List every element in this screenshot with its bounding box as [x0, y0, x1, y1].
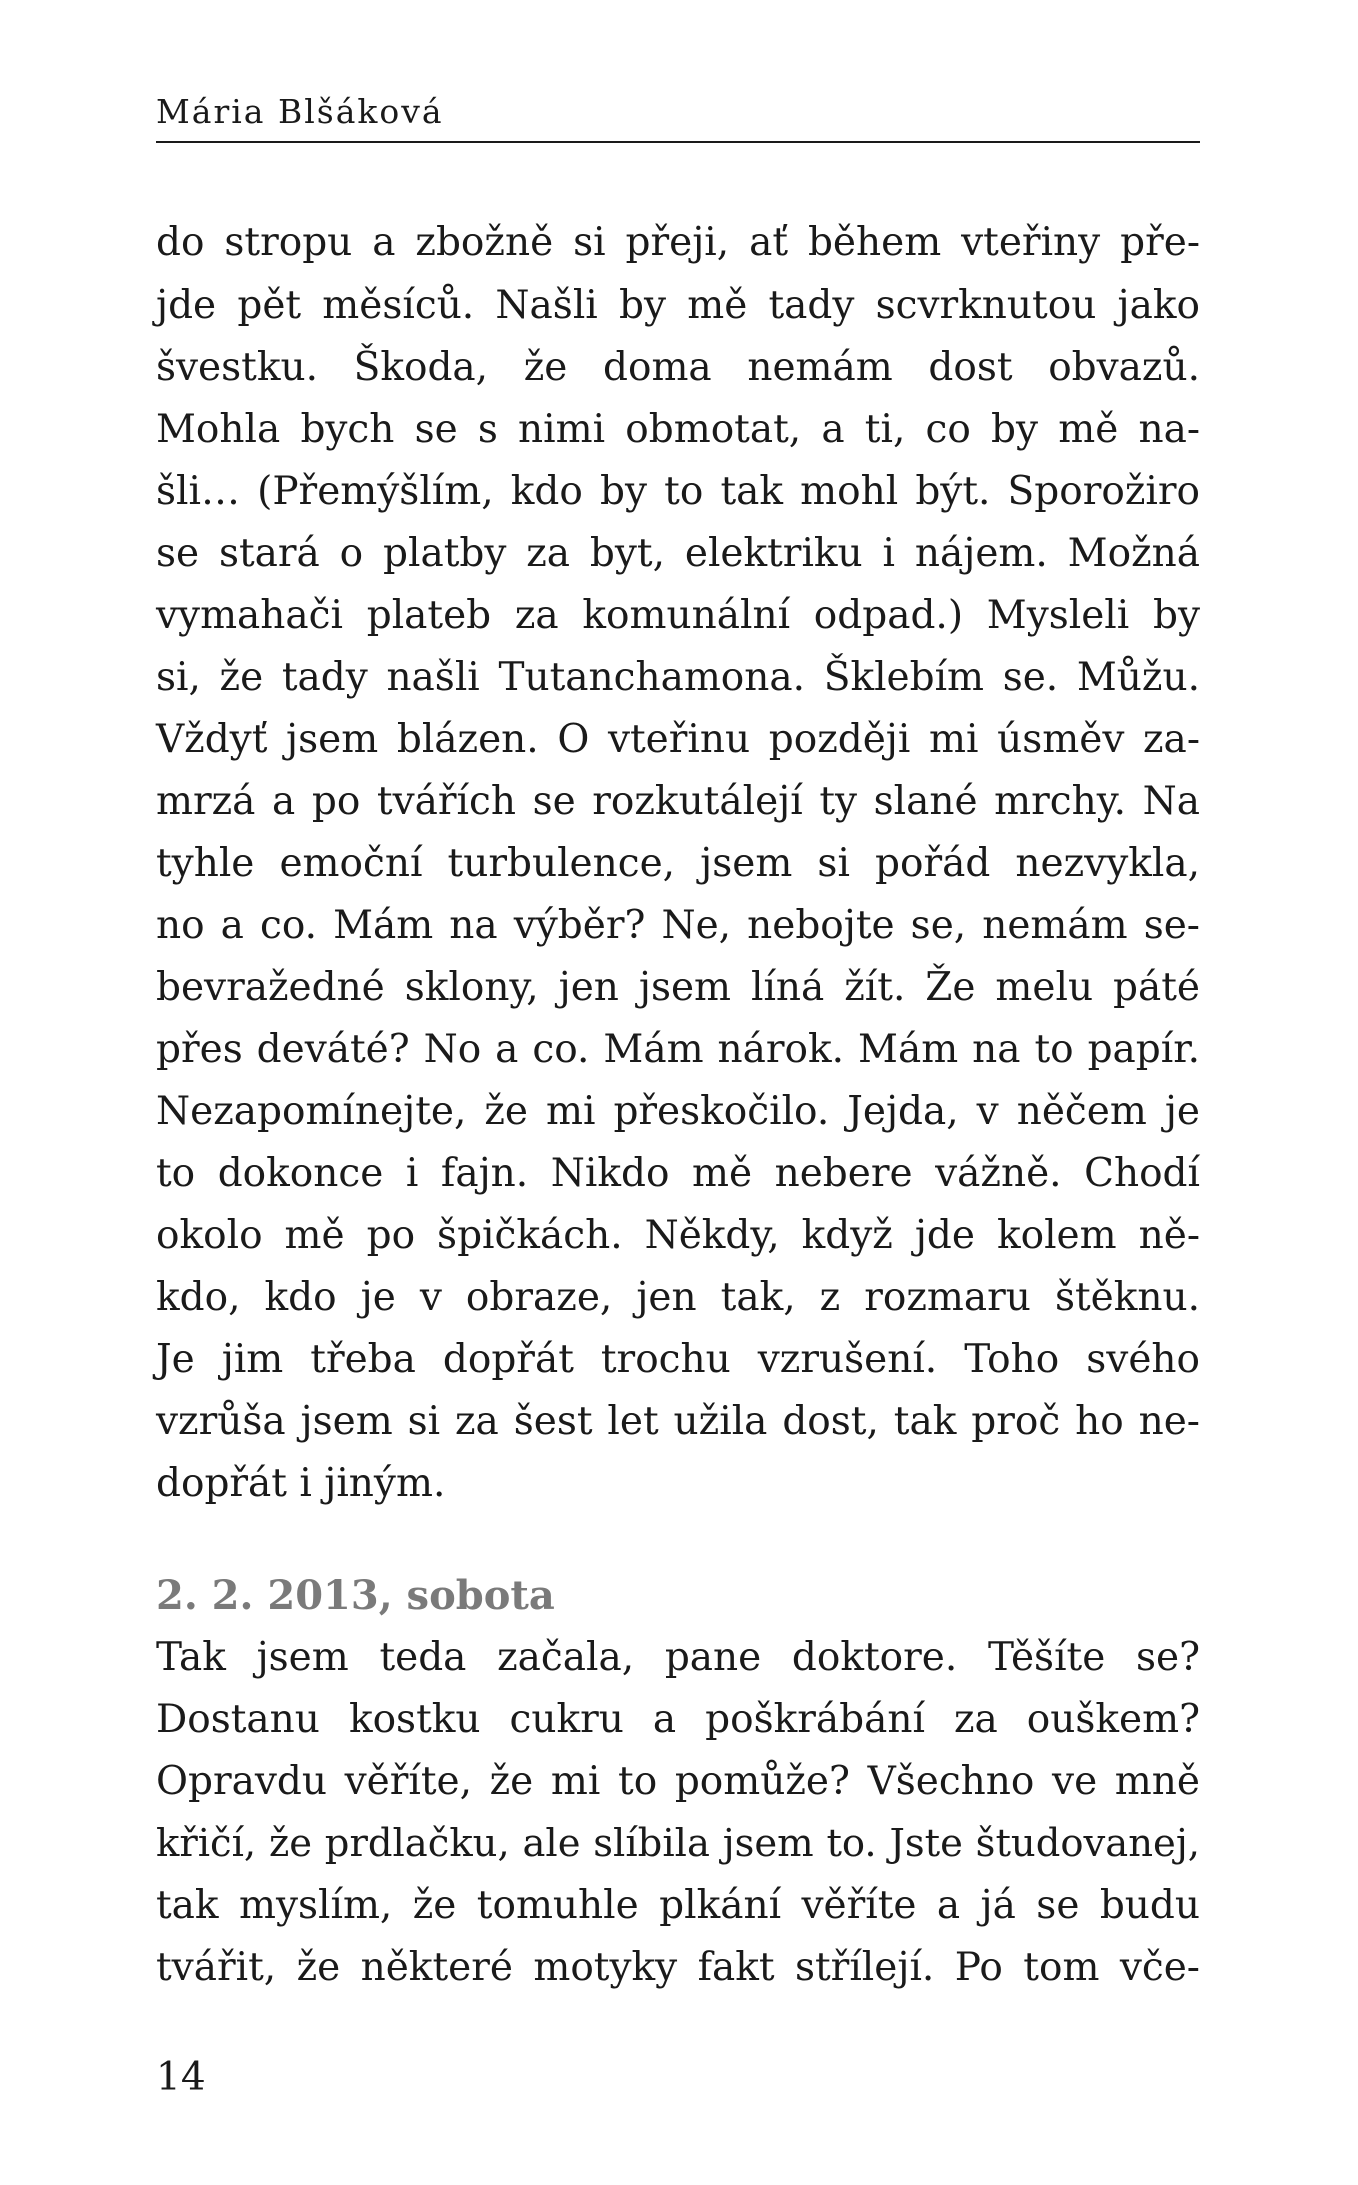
- text-line: si, že tady našli Tutanchamona. Šklebím se. Můžu.: [156, 655, 1200, 700]
- text-line: tyhle emoční turbulence, jsem si pořád nezvykla,: [156, 841, 1200, 886]
- text-line: jde pět měsíců. Našli by mě tady scvrknutou jako: [156, 283, 1200, 328]
- text-line: se stará o platby za byt, elektriku i nájem. Možná: [156, 531, 1200, 576]
- text-line: vzrůša jsem si za šest let užila dost, tak proč ho ne-: [156, 1399, 1200, 1444]
- text-line: tak myslím, že tomuhle plkání věříte a já se budu: [156, 1883, 1200, 1928]
- text-line: Vždyť jsem blázen. O vteřinu později mi úsměv za-: [156, 717, 1200, 762]
- text-line: Dostanu kostku cukru a poškrábání za ouškem?: [156, 1697, 1200, 1742]
- text-line: do stropu a zbožně si přeji, ať během vteřiny pře-: [156, 220, 1200, 265]
- running-head: Mária Blšáková: [156, 92, 444, 131]
- text-line: to dokonce i fajn. Nikdo mě nebere vážně. Chodí: [156, 1151, 1200, 1196]
- text-line: vymahači plateb za komunální odpad.) Mysleli by: [156, 593, 1200, 638]
- text-line: šli… (Přemýšlím, kdo by to tak mohl být. Sporožiro: [156, 469, 1200, 514]
- text-line: kdo, kdo je v obraze, jen tak, z rozmaru štěknu.: [156, 1275, 1200, 1320]
- entry-heading: 2. 2. 2013, sobota: [156, 1572, 555, 1619]
- text-line: mrzá a po tvářích se rozkutálejí ty slané mrchy. Na: [156, 779, 1200, 824]
- text-line: Opravdu věříte, že mi to pomůže? Všechno ve mně: [156, 1759, 1200, 1804]
- text-line: přes deváté? No a co. Mám nárok. Mám na to papír.: [156, 1027, 1200, 1072]
- text-line: okolo mě po špičkách. Někdy, když jde kolem ně-: [156, 1213, 1200, 1258]
- text-line: bevražedné sklony, jen jsem líná žít. Že melu páté: [156, 965, 1200, 1010]
- text-line: Tak jsem teda začala, pane doktore. Těšíte se?: [156, 1635, 1200, 1680]
- text-line: no a co. Mám na výběr? Ne, nebojte se, nemám se-: [156, 903, 1200, 948]
- text-line: dopřát i jiným.: [156, 1461, 446, 1506]
- text-line: Mohla bych se s nimi obmotat, a ti, co by mě na-: [156, 407, 1200, 452]
- page-number: 14: [156, 2055, 206, 2100]
- text-line: švestku. Škoda, že doma nemám dost obvazů.: [156, 345, 1200, 390]
- text-line: křičí, že prdlačku, ale slíbila jsem to. Jste študovanej,: [156, 1821, 1200, 1866]
- text-line: Je jim třeba dopřát trochu vzrušení. Toho svého: [156, 1337, 1200, 1382]
- header-rule: [156, 141, 1200, 143]
- text-line: tvářit, že některé motyky fakt střílejí. Po tom vče-: [156, 1945, 1200, 1990]
- text-line: Nezapomínejte, že mi přeskočilo. Jejda, v něčem je: [156, 1089, 1200, 1134]
